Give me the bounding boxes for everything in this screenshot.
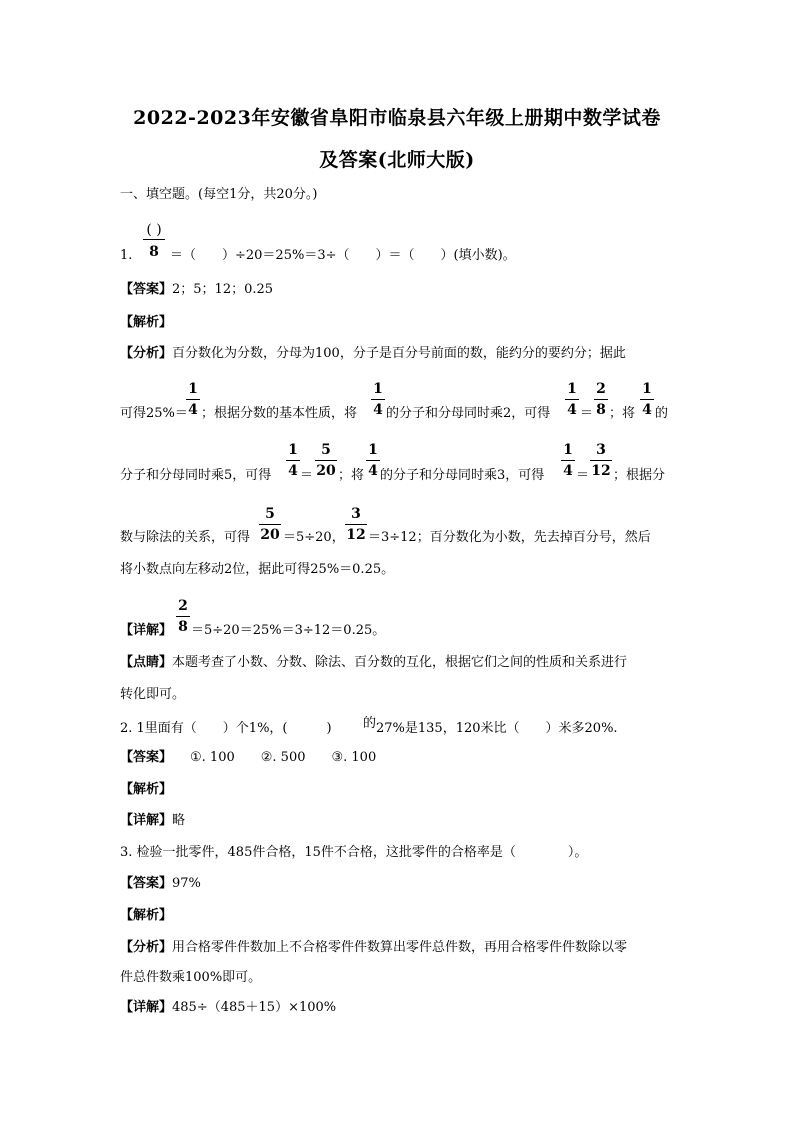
detail-text: 485÷（485＋15）×100% xyxy=(172,1000,337,1015)
frac-den: 4 xyxy=(188,402,198,418)
frac-num: 1 xyxy=(642,381,652,397)
frac-den: 4 xyxy=(373,402,383,418)
fraction-bar xyxy=(345,524,367,525)
q1-fenxi-line3-d: ；根据分 xyxy=(613,468,666,483)
answer-label: 【答案】 xyxy=(120,282,173,297)
q2-analysis-label: 【解析】 xyxy=(120,782,173,797)
equals: ＝ xyxy=(580,406,594,421)
q2-question-c: 27%是135，120米比（ ）米多20%. xyxy=(376,721,618,736)
frac-den: 4 xyxy=(563,463,573,479)
fraction-bar xyxy=(371,399,385,400)
detail-label: 【详解】 xyxy=(120,623,173,638)
q3-analysis-label: 【解析】 xyxy=(120,908,173,923)
q2-detail xyxy=(120,813,185,829)
q1-dianjing-line1 xyxy=(120,655,627,671)
fenxi-text: 百分数化为分数，分母为100，分子是百分号前面的数，能约分的要约分；据此 xyxy=(172,346,626,361)
frac-num: 2 xyxy=(178,598,188,614)
fraction-bar xyxy=(561,460,575,461)
q1-fenxi-line5: 将小数点向左移动2位，据此可得25%＝0.25。 xyxy=(120,562,395,577)
q1-question: ＝（ ）÷20＝25%＝3÷（ ）＝（ ）(填小数)。 xyxy=(170,248,516,263)
q1-answer xyxy=(120,282,273,298)
frac-num: 1 xyxy=(188,381,198,397)
fenxi-text: 用合格零件件数加上不合格零件件数算出零件总件数，再用合格零件件数除以零 xyxy=(172,940,628,955)
frac-den: 20 xyxy=(260,527,280,543)
q3-answer xyxy=(120,876,201,892)
frac-num: 1 xyxy=(567,381,577,397)
answer-text: ①. 100 ②. 500 ③. 100 xyxy=(190,750,377,765)
q1-fenxi-line4-a: 数与除法的关系，可得 xyxy=(120,530,251,545)
frac-num: 5 xyxy=(321,442,331,458)
q3-fenxi-line2: 件总件数乘100%即可。 xyxy=(120,970,262,985)
q1-analysis-label: 【解析】 xyxy=(120,315,173,330)
answer-label: 【答案】 xyxy=(120,750,173,765)
frac-num: 1 xyxy=(368,442,378,458)
answer-text: 97% xyxy=(172,876,201,891)
q1-fenxi-line3-a: 分子和分母同时乘5，可得 xyxy=(120,468,272,483)
fenxi-label: 【分析】 xyxy=(120,940,173,955)
frac-den: 4 xyxy=(288,463,298,479)
q2-answer xyxy=(120,750,376,766)
q2-question-de: 的 xyxy=(363,716,377,731)
fraction-bar xyxy=(286,460,300,461)
frac-den: 20 xyxy=(316,463,336,479)
equals: ＝ xyxy=(300,468,314,483)
fraction-bar xyxy=(186,399,200,400)
doc-title-line1: 2022-2023年安徽省阜阳市临泉县六年级上册期中数学试卷 xyxy=(133,107,661,129)
detail-label: 【详解】 xyxy=(120,1000,173,1015)
q1-fenxi-line2-e: 的 xyxy=(655,406,669,421)
answer-text: 2；5；12；0.25 xyxy=(172,282,274,297)
fenxi-label: 【分析】 xyxy=(120,346,173,361)
fraction-bar xyxy=(143,239,165,240)
answer-label: 【答案】 xyxy=(120,876,173,891)
detail-text: 略 xyxy=(172,813,186,828)
dianjing-label: 【点睛】 xyxy=(120,655,173,670)
q1-fenxi-line4-b: ＝5÷20， xyxy=(283,530,345,545)
fraction-bar xyxy=(315,460,337,461)
q1-fenxi-line3-b: ；将 xyxy=(338,468,365,483)
q3-detail xyxy=(120,1000,336,1016)
fraction-bar xyxy=(640,399,654,400)
detail-label: 【详解】 xyxy=(120,813,173,828)
q1-number: 1. xyxy=(120,248,133,263)
q1-dianjing-line2: 转化即可。 xyxy=(120,687,186,702)
fraction-bar xyxy=(590,460,612,461)
q1-fenxi-line2-c: 的分子和分母同时乘2，可得 xyxy=(386,406,551,421)
fraction-bar xyxy=(565,399,579,400)
q1-fenxi-line2-a: 可得25%＝ xyxy=(120,406,188,421)
q3-question: 3. 检验一批零件，485件合格，15件不合格，这批零件的合格率是（ ）。 xyxy=(120,845,588,860)
q3-fenxi-line1 xyxy=(120,940,627,956)
fraction-bar xyxy=(366,460,380,461)
q1-frac-denominator: 8 xyxy=(149,244,159,260)
frac-num: 3 xyxy=(351,506,361,522)
doc-title-line2: 及答案(北师大版) xyxy=(319,149,475,171)
q1-fenxi-line2-d: ；将 xyxy=(609,406,636,421)
frac-num: 3 xyxy=(596,442,606,458)
frac-den: 8 xyxy=(178,619,188,635)
dianjing-text: 本题考查了小数、分数、除法、百分数的互化，根据它们之间的性质和关系进行 xyxy=(172,655,628,670)
frac-den: 4 xyxy=(368,463,378,479)
frac-den: 4 xyxy=(567,402,577,418)
q2-question-a: 2. 1里面有（ ）个1%，( ) xyxy=(120,721,332,736)
equals: ＝ xyxy=(576,468,590,483)
q1-frac-numerator: ( ) xyxy=(146,222,162,238)
fraction-bar xyxy=(594,399,608,400)
frac-den: 8 xyxy=(596,402,606,418)
frac-den: 12 xyxy=(346,527,366,543)
frac-num: 5 xyxy=(265,506,275,522)
frac-num: 1 xyxy=(288,442,298,458)
q1-fenxi-line1 xyxy=(120,346,626,362)
fraction-bar xyxy=(259,524,281,525)
frac-num: 2 xyxy=(596,381,606,397)
section-heading: 一、填空题。(每空1分，共20分。) xyxy=(120,187,318,202)
frac-num: 1 xyxy=(373,381,383,397)
fraction-bar xyxy=(176,616,190,617)
frac-den: 4 xyxy=(642,402,652,418)
q1-fenxi-line2-b: ；根据分数的基本性质，将 xyxy=(201,406,358,421)
frac-den: 12 xyxy=(591,463,611,479)
q1-fenxi-line3-c: 的分子和分母同时乘3，可得 xyxy=(380,468,545,483)
q1-detail: ＝5÷20＝25%＝3÷12＝0.25。 xyxy=(191,623,386,638)
frac-num: 1 xyxy=(563,442,573,458)
q1-fenxi-line4-c: ＝3÷12；百分数化为小数，先去掉百分号，然后 xyxy=(368,530,651,545)
